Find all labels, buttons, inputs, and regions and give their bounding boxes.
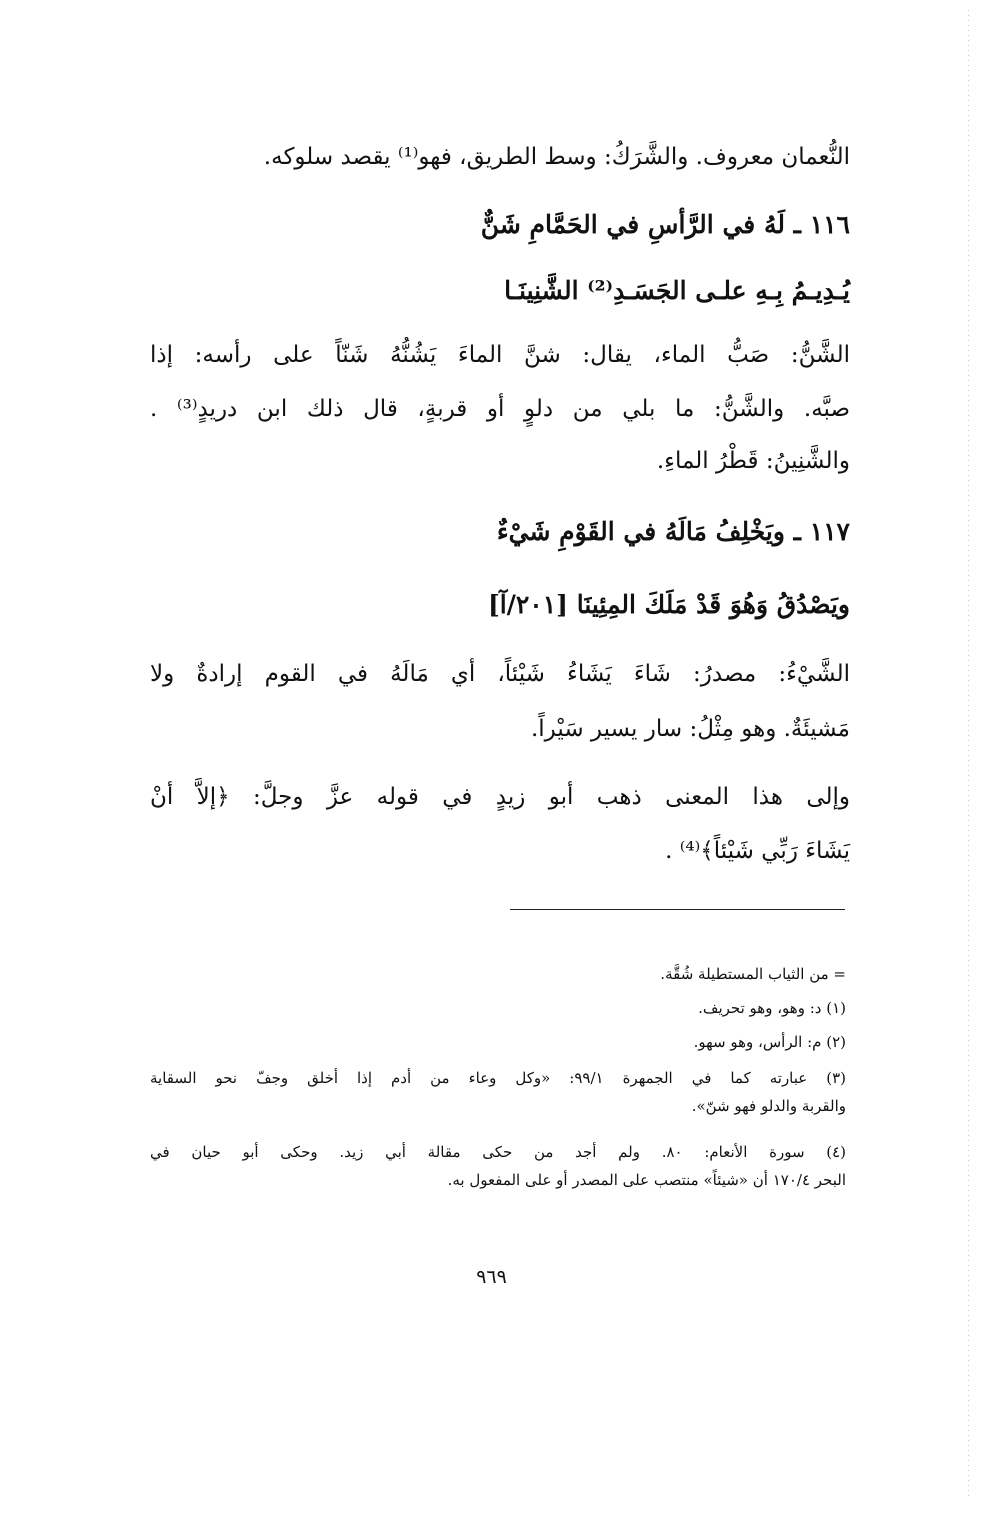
text-line-2: الشَّنُّ: صَبُّ الماء، يقال: شنَّ الماءَ يَشُنُّهُ شَنّاً على رأسه: إذا xyxy=(150,342,850,368)
footnote-1: (١) د: وهو، وهو تحريف. xyxy=(698,999,846,1017)
page-number: ٩٦٩ xyxy=(476,1266,507,1288)
text-line-5: الشَّيْءُ: مصدرُ: شَاءَ يَشَاءُ شَيْئاً، أي مَالَهُ في القوم إرادةٌ ولا xyxy=(150,661,850,687)
text-line-3: صبَّه. والشَّنُّ: ما بلي من دلوٍ أو قربةٍ، قال ذلك ابن دريدٍ⁽³⁾ . xyxy=(150,396,850,422)
footnote-continuation: = من الثياب المستطيلة شُقَّة. xyxy=(660,965,846,983)
text-line-8: يَشَاءَ رَبِّي شَيْئاً﴾⁽⁴⁾ . xyxy=(665,838,850,864)
footnote-separator xyxy=(510,909,845,910)
text-line-7: وإلى هذا المعنى ذهب أبو زيدٍ في قوله عزَّ وجلَّ: ﴿إلاَّ أنْ xyxy=(150,784,850,810)
text-line-4: والشَّنِينُ: قَطْرُ الماءِ. xyxy=(656,448,850,474)
verse-117-line-2: ويَصْدُقُ وَهُوَ قَدْ مَلَكَ المِئِينَا [٢٠١/آ] xyxy=(487,590,850,619)
verse-116-line-1: ١١٦ ـ لَهُ في الرَّأسِ في الحَمَّامِ شَنٌّ xyxy=(480,210,850,239)
verse-116-line-2: يُـدِيـمُ بِـهِ علـى الجَسَـدِ⁽²⁾ الشَّنِينَـا xyxy=(504,276,850,305)
footnote-3-continued: والقربة والدلو فهو شنّ». xyxy=(691,1097,846,1115)
text-line-6: مَشيئَةٌ. وهو مِثْلُ: سار يسير سَيْراً. xyxy=(530,716,850,742)
footnote-4: (٤) سورة الأنعام: ٨٠. ولم أجد من حكى مقالة أبي زيد. وحكى أبو حيان في xyxy=(150,1143,847,1161)
footnote-2: (٢) م: الرأس، وهو سهو. xyxy=(693,1033,846,1051)
text-line-1: النُّعمان معروف. والشَّرَكُ: وسط الطريق، فهو⁽¹⁾ يقصد سلوكه. xyxy=(263,144,850,170)
footnote-3: (٣) عبارته كما في الجمهرة ٩٩/١: «وكل وعاء من أدم إذا أخلق وجفّ نحو السقاية xyxy=(150,1069,846,1087)
footnote-4-continued: البحر ١٧٠/٤ أن «شيئاً» منتصب على المصدر أو على المفعول به. xyxy=(447,1171,846,1189)
verse-117-line-1: ١١٧ ـ ويَخْلِفُ مَالَهُ في القَوْمِ شَيْءٌ xyxy=(496,517,850,546)
